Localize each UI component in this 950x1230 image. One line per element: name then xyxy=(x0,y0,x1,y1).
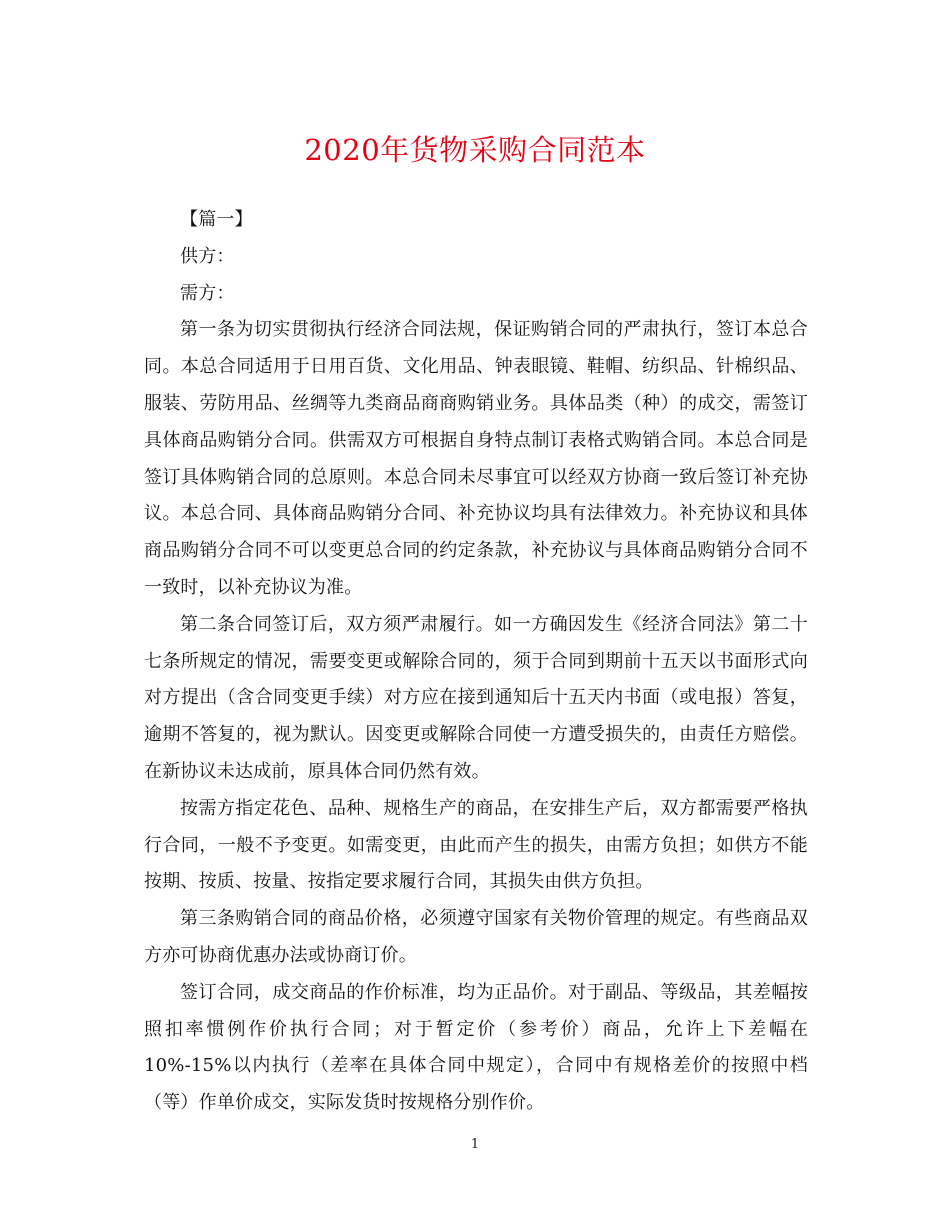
supplier-line: 供方： xyxy=(180,245,235,267)
section-heading: 【篇一】 xyxy=(180,209,253,230)
page-number: 1 xyxy=(470,1137,480,1152)
article-2-paragraph: 第二条合同签订后，双方须严肃履行。如一方确因发生《经济合同法》第二十七条所规定的情况，需要变更或解除合同的，须于合同到期前十五天以书面形式向对方提出（含合同变更手续）对方应在接到通知后十五天内书面（或电报）答复，逾期不答复的，视为默认。因变更或解除合同使一方遭受损失的，由责任方赔偿。在新协议未达成前，原具体合同仍然有效。 xyxy=(144,613,808,782)
article-3-paragraph: 第三条购销合同的商品价格，必须遵守国家有关物价管理的规定。有些商品双方亦可协商优惠办法或协商订价。 xyxy=(144,908,808,966)
pricing-standard-paragraph: 签订合同，成交商品的作价标准，均为正品价。对于副品、等级品，其差幅按照扣率惯例作价执行合同；对于暂定价（参考价）商品，允许上下差幅在10%-15%以内执行（差率在具体合同中规定），合同中有规格差价的按照中档（等）作单价成交，实际发货时按规格分别作价。 xyxy=(144,981,808,1114)
document-title: 2020年货物采购合同范本 xyxy=(304,133,646,167)
document-body xyxy=(144,202,808,1122)
buyer-line: 需方： xyxy=(180,282,235,304)
custom-goods-paragraph: 按需方指定花色、品种、规格生产的商品，在安排生产后，双方都需要严格执行合同，一般不予变更。如需变更，由此而产生的损失，由需方负担；如供方不能按期、按质、按量、按指定要求履行合同，其损失由供方负担。 xyxy=(144,797,808,893)
article-1-paragraph: 第一条为切实贯彻执行经济合同法规，保证购销合同的严肃执行，签订本总合同。本总合同适用于日用百货、文化用品、钟表眼镜、鞋帽、纺织品、针棉织品、服装、劳防用品、丝绸等九类商品商商购销业务。具体品类（种）的成交，需签订具体商品购销分合同。供需双方可根据自身特点制订表格式购销合同。本总合同是签订具体购销合同的总原则。本总合同未尽事宜可以经双方协商一致后签订补充协议。本总合同、具体商品购销分合同、补充协议均具有法律效力。补充协议和具体商品购销分合同不可以变更总合同的约定条款，补充协议与具体商品购销分合同不一致时，以补充协议为准。 xyxy=(144,319,808,598)
